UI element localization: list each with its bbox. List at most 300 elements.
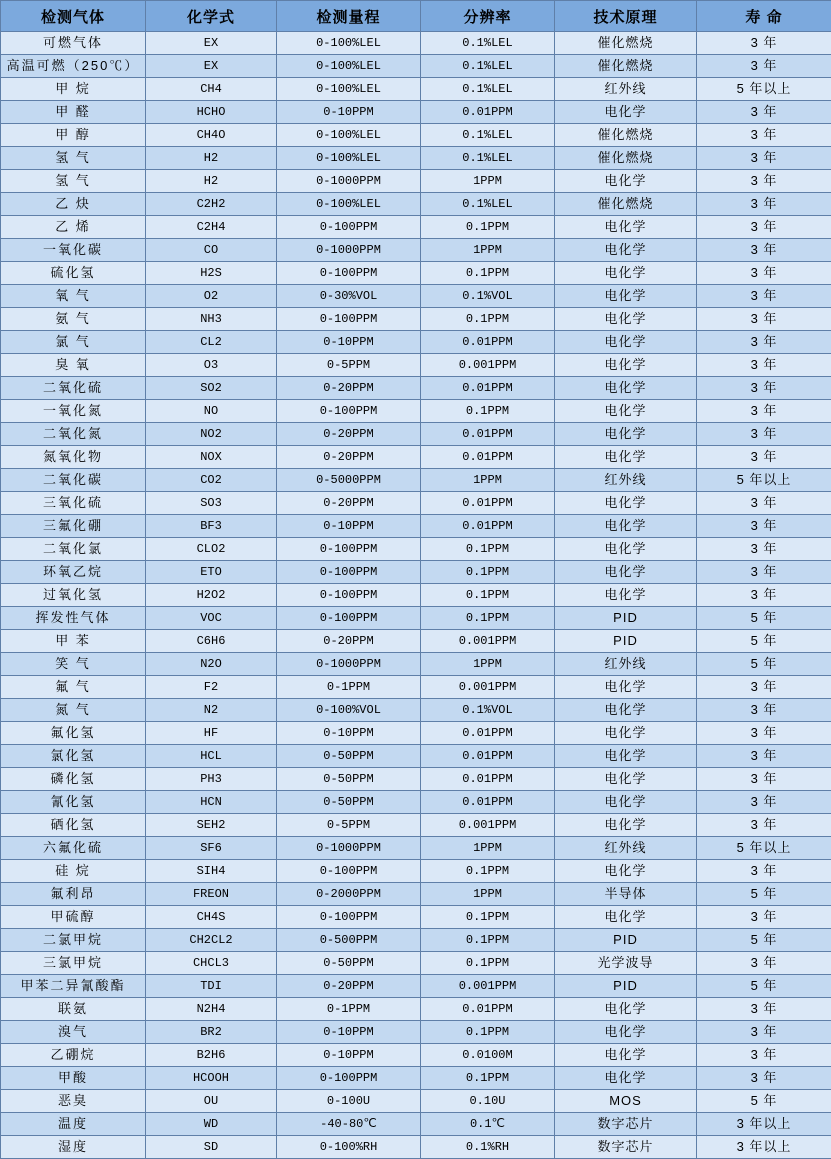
cell-technology: 催化燃烧 [555,32,697,55]
cell-gas: 乙 烯 [1,216,146,239]
cell-gas: 二氯甲烷 [1,929,146,952]
cell-range: 0-20PPM [277,975,421,998]
cell-formula: O3 [146,354,277,377]
cell-lifespan: 3 年 [697,814,831,837]
table-row [1,354,831,377]
cell-technology: 催化燃烧 [555,193,697,216]
cell-formula: SEH2 [146,814,277,837]
cell-formula: BR2 [146,1021,277,1044]
cell-lifespan: 3 年 [697,515,831,538]
cell-resolution: 1PPM [421,653,555,676]
cell-gas: 甲 苯 [1,630,146,653]
cell-resolution: 0.01PPM [421,446,555,469]
cell-resolution: 0.1PPM [421,584,555,607]
cell-resolution: 0.01PPM [421,791,555,814]
table-row [1,101,831,124]
cell-technology: MOS [555,1090,697,1113]
cell-technology: 红外线 [555,837,697,860]
cell-gas: 氟 气 [1,676,146,699]
cell-formula: HCL [146,745,277,768]
cell-resolution: 1PPM [421,170,555,193]
cell-formula: CH4S [146,906,277,929]
cell-formula: ETO [146,561,277,584]
cell-gas: 氯化氢 [1,745,146,768]
cell-range: 0-50PPM [277,952,421,975]
cell-resolution: 0.1PPM [421,262,555,285]
cell-lifespan: 3 年 [697,906,831,929]
cell-range: 0-50PPM [277,791,421,814]
cell-formula: N2O [146,653,277,676]
cell-range: 0-1PPM [277,676,421,699]
cell-range: 0-20PPM [277,446,421,469]
cell-resolution: 1PPM [421,239,555,262]
cell-range: 0-20PPM [277,423,421,446]
cell-gas: 甲 醇 [1,124,146,147]
cell-resolution: 0.1%VOL [421,285,555,308]
cell-technology: 数字芯片 [555,1136,697,1159]
cell-gas: 笑 气 [1,653,146,676]
cell-gas: 臭 氧 [1,354,146,377]
cell-resolution: 0.01PPM [421,101,555,124]
cell-range: 0-100PPM [277,400,421,423]
table-row [1,1021,831,1044]
cell-formula: H2S [146,262,277,285]
cell-technology: PID [555,975,697,998]
cell-range: 0-100PPM [277,860,421,883]
cell-gas: 甲苯二异氰酸酯 [1,975,146,998]
cell-formula: EX [146,32,277,55]
table-row [1,906,831,929]
cell-technology: 电化学 [555,262,697,285]
cell-resolution: 0.01PPM [421,377,555,400]
cell-range: 0-50PPM [277,745,421,768]
cell-lifespan: 3 年 [697,331,831,354]
cell-technology: 电化学 [555,584,697,607]
table-row [1,929,831,952]
cell-lifespan: 3 年 [697,998,831,1021]
cell-gas: 乙硼烷 [1,1044,146,1067]
cell-technology: 电化学 [555,860,697,883]
table-row [1,975,831,998]
cell-lifespan: 3 年 [697,446,831,469]
cell-gas: 硒化氢 [1,814,146,837]
cell-formula: NOX [146,446,277,469]
table-row [1,147,831,170]
cell-range: 0-1PPM [277,998,421,1021]
cell-formula: SF6 [146,837,277,860]
cell-gas: 硫化氢 [1,262,146,285]
cell-resolution: 0.1PPM [421,929,555,952]
table-header-row [1,1,831,32]
cell-technology: 数字芯片 [555,1113,697,1136]
cell-gas: 溴气 [1,1021,146,1044]
cell-lifespan: 5 年以上 [697,78,831,101]
cell-formula: H2O2 [146,584,277,607]
cell-range: 0-10PPM [277,722,421,745]
cell-gas: 氮 气 [1,699,146,722]
cell-lifespan: 3 年 [697,722,831,745]
cell-formula: TDI [146,975,277,998]
cell-formula: EX [146,55,277,78]
table-row [1,193,831,216]
cell-lifespan: 3 年 [697,791,831,814]
cell-gas: 乙 炔 [1,193,146,216]
cell-resolution: 0.0100M [421,1044,555,1067]
cell-lifespan: 3 年 [697,55,831,78]
cell-gas: 甲 醛 [1,101,146,124]
cell-range: 0-10PPM [277,1021,421,1044]
cell-range: 0-20PPM [277,630,421,653]
cell-resolution: 0.001PPM [421,975,555,998]
cell-gas: 二氧化氮 [1,423,146,446]
cell-range: -40-80℃ [277,1113,421,1136]
cell-resolution: 0.01PPM [421,768,555,791]
cell-range: 0-100%RH [277,1136,421,1159]
cell-formula: NO [146,400,277,423]
cell-lifespan: 5 年 [697,653,831,676]
cell-lifespan: 3 年 [697,32,831,55]
cell-gas: 氧 气 [1,285,146,308]
table-row [1,538,831,561]
cell-technology: 电化学 [555,285,697,308]
cell-gas: 温度 [1,1113,146,1136]
cell-technology: 红外线 [555,469,697,492]
table-row [1,1044,831,1067]
cell-formula: HCN [146,791,277,814]
cell-lifespan: 3 年 [697,262,831,285]
cell-resolution: 0.1PPM [421,538,555,561]
cell-technology: 半导体 [555,883,697,906]
cell-gas: 可燃气体 [1,32,146,55]
cell-gas: 氨 气 [1,308,146,331]
cell-lifespan: 3 年 [697,101,831,124]
cell-technology: PID [555,607,697,630]
cell-lifespan: 5 年 [697,630,831,653]
cell-gas: 氮氧化物 [1,446,146,469]
cell-technology: 电化学 [555,101,697,124]
cell-lifespan: 3 年 [697,768,831,791]
cell-range: 0-100%LEL [277,32,421,55]
cell-lifespan: 3 年 [697,1067,831,1090]
cell-resolution: 0.001PPM [421,676,555,699]
cell-formula: F2 [146,676,277,699]
cell-resolution: 0.1%RH [421,1136,555,1159]
cell-resolution: 0.01PPM [421,998,555,1021]
table-row [1,1136,831,1159]
cell-formula: FREON [146,883,277,906]
table-row [1,377,831,400]
cell-technology: 电化学 [555,538,697,561]
cell-resolution: 0.01PPM [421,492,555,515]
cell-technology: 电化学 [555,446,697,469]
cell-technology: 电化学 [555,768,697,791]
cell-gas: 甲 烷 [1,78,146,101]
cell-resolution: 0.1PPM [421,952,555,975]
cell-lifespan: 5 年 [697,607,831,630]
cell-resolution: 0.1℃ [421,1113,555,1136]
cell-lifespan: 3 年 [697,676,831,699]
cell-lifespan: 3 年 [697,216,831,239]
cell-resolution: 0.001PPM [421,630,555,653]
cell-lifespan: 3 年 [697,538,831,561]
table-row [1,1067,831,1090]
table-row [1,584,831,607]
cell-resolution: 1PPM [421,837,555,860]
cell-lifespan: 3 年 [697,1021,831,1044]
cell-resolution: 0.1PPM [421,1021,555,1044]
cell-formula: CH4 [146,78,277,101]
table-row [1,423,831,446]
cell-technology: 催化燃烧 [555,147,697,170]
cell-formula: H2 [146,170,277,193]
table-header [1,1,831,32]
cell-gas: 联氨 [1,998,146,1021]
cell-technology: 红外线 [555,653,697,676]
table-row [1,653,831,676]
cell-range: 0-100PPM [277,561,421,584]
cell-technology: 电化学 [555,331,697,354]
table-row [1,469,831,492]
cell-formula: C2H2 [146,193,277,216]
cell-lifespan: 3 年 [697,124,831,147]
table-row [1,492,831,515]
cell-resolution: 1PPM [421,469,555,492]
cell-gas: 氟化氢 [1,722,146,745]
cell-range: 0-10PPM [277,331,421,354]
cell-formula: OU [146,1090,277,1113]
cell-gas: 高温可燃（250℃） [1,55,146,78]
cell-range: 0-1000PPM [277,653,421,676]
cell-range: 0-100%LEL [277,193,421,216]
cell-technology: 电化学 [555,791,697,814]
cell-resolution: 0.01PPM [421,331,555,354]
cell-technology: 电化学 [555,492,697,515]
cell-lifespan: 3 年 [697,561,831,584]
cell-formula: B2H6 [146,1044,277,1067]
cell-gas: 二氧化氯 [1,538,146,561]
cell-technology: 电化学 [555,400,697,423]
cell-lifespan: 3 年 [697,285,831,308]
cell-range: 0-20PPM [277,492,421,515]
cell-technology: 光学波导 [555,952,697,975]
cell-lifespan: 5 年以上 [697,837,831,860]
cell-range: 0-100PPM [277,308,421,331]
cell-lifespan: 5 年 [697,1090,831,1113]
cell-gas: 氟利昂 [1,883,146,906]
cell-gas: 二氧化硫 [1,377,146,400]
cell-technology: 电化学 [555,814,697,837]
cell-technology: 电化学 [555,676,697,699]
cell-formula: HF [146,722,277,745]
cell-formula: C2H4 [146,216,277,239]
cell-technology: 电化学 [555,561,697,584]
cell-resolution: 0.1PPM [421,1067,555,1090]
cell-lifespan: 3 年 [697,745,831,768]
table-row [1,400,831,423]
cell-gas: 磷化氢 [1,768,146,791]
cell-formula: PH3 [146,768,277,791]
table-row [1,124,831,147]
cell-formula: SO3 [146,492,277,515]
column-header-formula: 化学式 [146,1,277,32]
cell-gas: 氢 气 [1,147,146,170]
cell-lifespan: 3 年 [697,354,831,377]
cell-technology: 电化学 [555,699,697,722]
table-row [1,722,831,745]
cell-formula: VOC [146,607,277,630]
cell-resolution: 0.01PPM [421,515,555,538]
cell-gas: 湿度 [1,1136,146,1159]
cell-gas: 甲硫醇 [1,906,146,929]
cell-technology: 电化学 [555,308,697,331]
cell-formula: CO [146,239,277,262]
cell-lifespan: 3 年 [697,308,831,331]
cell-formula: CH4O [146,124,277,147]
cell-lifespan: 3 年以上 [697,1136,831,1159]
cell-range: 0-100%LEL [277,55,421,78]
cell-resolution: 0.1PPM [421,561,555,584]
cell-range: 0-100%LEL [277,147,421,170]
cell-formula: HCHO [146,101,277,124]
cell-gas: 氢 气 [1,170,146,193]
table-row [1,814,831,837]
cell-lifespan: 3 年 [697,239,831,262]
column-header-technology: 技术原理 [555,1,697,32]
column-header-lifespan: 寿 命 [697,1,831,32]
cell-range: 0-5PPM [277,814,421,837]
cell-technology: 电化学 [555,722,697,745]
cell-lifespan: 5 年 [697,883,831,906]
cell-range: 0-100%LEL [277,78,421,101]
cell-gas: 恶臭 [1,1090,146,1113]
cell-resolution: 0.1%LEL [421,32,555,55]
cell-technology: 电化学 [555,1021,697,1044]
cell-technology: 电化学 [555,1067,697,1090]
table-row [1,699,831,722]
cell-resolution: 0.1PPM [421,400,555,423]
table-row [1,791,831,814]
column-header-gas: 检测气体 [1,1,146,32]
cell-resolution: 0.1%LEL [421,193,555,216]
table-row [1,170,831,193]
cell-formula: HCOOH [146,1067,277,1090]
cell-range: 0-10PPM [277,515,421,538]
cell-resolution: 0.1%LEL [421,78,555,101]
cell-lifespan: 3 年 [697,377,831,400]
cell-technology: 电化学 [555,170,697,193]
cell-technology: 红外线 [555,78,697,101]
cell-range: 0-100PPM [277,906,421,929]
cell-resolution: 0.1PPM [421,216,555,239]
cell-resolution: 0.1%LEL [421,147,555,170]
cell-range: 0-5PPM [277,354,421,377]
cell-range: 0-100%LEL [277,124,421,147]
cell-lifespan: 3 年以上 [697,1113,831,1136]
cell-gas: 三氧化硫 [1,492,146,515]
column-header-range: 检测量程 [277,1,421,32]
cell-range: 0-100PPM [277,216,421,239]
table-row [1,837,831,860]
cell-formula: BF3 [146,515,277,538]
cell-lifespan: 5 年 [697,929,831,952]
cell-range: 0-1000PPM [277,239,421,262]
table-row [1,1113,831,1136]
cell-gas: 氰化氢 [1,791,146,814]
cell-formula: CLO2 [146,538,277,561]
cell-gas: 二氧化碳 [1,469,146,492]
cell-gas: 六氟化硫 [1,837,146,860]
cell-resolution: 0.1PPM [421,860,555,883]
cell-resolution: 0.1%LEL [421,124,555,147]
cell-lifespan: 5 年以上 [697,469,831,492]
table-row [1,883,831,906]
table-row [1,1090,831,1113]
cell-technology: 电化学 [555,216,697,239]
cell-formula: C6H6 [146,630,277,653]
cell-resolution: 0.01PPM [421,722,555,745]
table-row [1,630,831,653]
cell-technology: 电化学 [555,239,697,262]
cell-gas: 过氧化氢 [1,584,146,607]
cell-lifespan: 3 年 [697,492,831,515]
table-row [1,308,831,331]
cell-range: 0-100PPM [277,1067,421,1090]
cell-formula: H2 [146,147,277,170]
cell-technology: 电化学 [555,998,697,1021]
cell-range: 0-5000PPM [277,469,421,492]
cell-resolution: 0.1PPM [421,308,555,331]
table-row [1,952,831,975]
cell-resolution: 0.1%LEL [421,55,555,78]
cell-gas: 一氧化氮 [1,400,146,423]
cell-lifespan: 3 年 [697,699,831,722]
cell-gas: 环氧乙烷 [1,561,146,584]
cell-range: 0-20PPM [277,377,421,400]
cell-technology: 催化燃烧 [555,55,697,78]
cell-formula: CHCL3 [146,952,277,975]
column-header-resolution: 分辨率 [421,1,555,32]
table-row [1,561,831,584]
table-row [1,745,831,768]
table-row [1,239,831,262]
table-row [1,998,831,1021]
cell-lifespan: 3 年 [697,1044,831,1067]
cell-gas: 氯 气 [1,331,146,354]
cell-formula: CO2 [146,469,277,492]
cell-range: 0-100PPM [277,262,421,285]
cell-resolution: 0.10U [421,1090,555,1113]
cell-resolution: 0.01PPM [421,745,555,768]
table-row [1,676,831,699]
cell-range: 0-1000PPM [277,837,421,860]
cell-formula: O2 [146,285,277,308]
table-row [1,32,831,55]
cell-formula: CL2 [146,331,277,354]
cell-technology: 电化学 [555,745,697,768]
cell-lifespan: 3 年 [697,584,831,607]
cell-range: 0-100PPM [277,584,421,607]
cell-formula: N2 [146,699,277,722]
cell-range: 0-100U [277,1090,421,1113]
cell-formula: N2H4 [146,998,277,1021]
cell-lifespan: 3 年 [697,952,831,975]
table-body [1,32,831,1159]
table-row [1,331,831,354]
cell-range: 0-10PPM [277,101,421,124]
cell-lifespan: 3 年 [697,147,831,170]
table-row [1,78,831,101]
cell-range: 0-2000PPM [277,883,421,906]
